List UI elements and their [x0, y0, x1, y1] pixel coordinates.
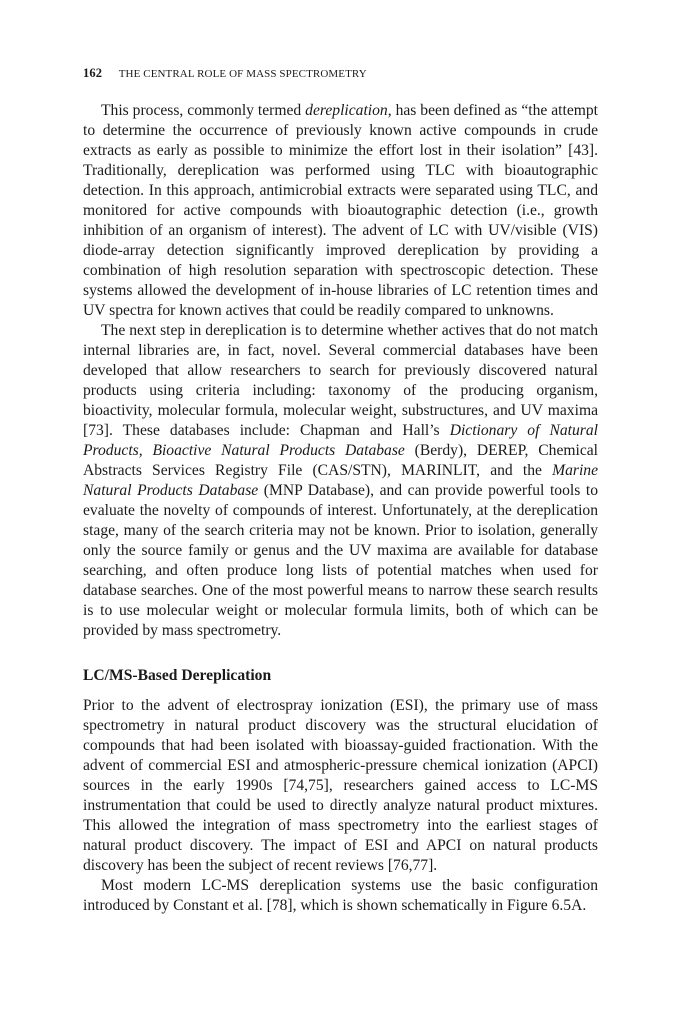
paragraph-4: Most modern LC-MS dereplication systems use the basic configuration introduced by Constant et al. [78], which is shown schematically in Figure 6.5A.	[83, 877, 598, 914]
page-number: 162	[83, 66, 103, 80]
running-head	[83, 66, 603, 81]
body-text	[83, 101, 598, 916]
paragraph-3: Prior to the advent of electrospray ionization (ESI), the primary use of mass spectrometry in natural product discovery was the structural elucidation of compounds that had been isolated with bioassay-guided fractionation. With the advent of commercial ESI and atmospheric-pressure chemical ionization (APCI) sources in the early 1990s [74,75], researchers gained access to LC-MS instrumentation that could be used to directly analyze natural product mixtures. This allowed the integration of mass spectrometry into the earliest stages of natural product discovery. The impact of ESI and APCI on natural products discovery has been the subject of recent reviews [76,77].	[83, 697, 598, 874]
paragraph-2: The next step in dereplication is to determine whether actives that do not match internal libraries are, in fact, novel. Several commercial databases have been developed that allow researchers to search for previously discovered natural products using criteria including: taxonomy of the producing organism, bioactivity, molecular formula, molecular weight, substructures, and UV maxima [73]. These databases include: Chapman and Hall’s Dictionary of Natural Products, Bioactive Natural Products Database (Berdy), DEREP, Chemical Abstracts Services Registry File (CAS/STN), MARINLIT, and the Marine Natural Products Database (MNP Database), and can provide powerful tools to evaluate the novelty of compounds of interest. Unfortunately, at the dereplication stage, many of the search criteria may not be known. Prior to isolation, generally only the source family or genus and the UV maxima are available for database searching, and often produce long lists of potential matches when used for database searches. One of the most powerful means to narrow these search results is to use molecular weight or molecular formula limits, both of which can be provided by mass spectrometry.	[83, 322, 599, 639]
section-heading: LC/MS-Based Dereplication	[83, 667, 272, 684]
paragraph-1: This process, commonly termed dereplication, has been defined as “the attempt to determine the occurrence of previously known active compounds in crude extracts as early as possible to minimize the effort lost in their isolation” [43]. Traditionally, dereplication was performed using TLC with bioautographic detection. In this approach, antimicrobial extracts were separated using TLC, and monitored for active compounds with bioautographic detection (i.e., growth inhibition of an organism of interest). The advent of LC with UV/visible (VIS) diode-array detection significantly improved dereplication by providing a combination of high resolution separation with spectroscopic detection. These systems allowed the development of in-house libraries of LC retention times and UV spectra for known actives that could be readily compared to unknowns.	[83, 102, 598, 319]
running-head-title: THE CENTRAL ROLE OF MASS SPECTROMETRY	[118, 68, 367, 80]
